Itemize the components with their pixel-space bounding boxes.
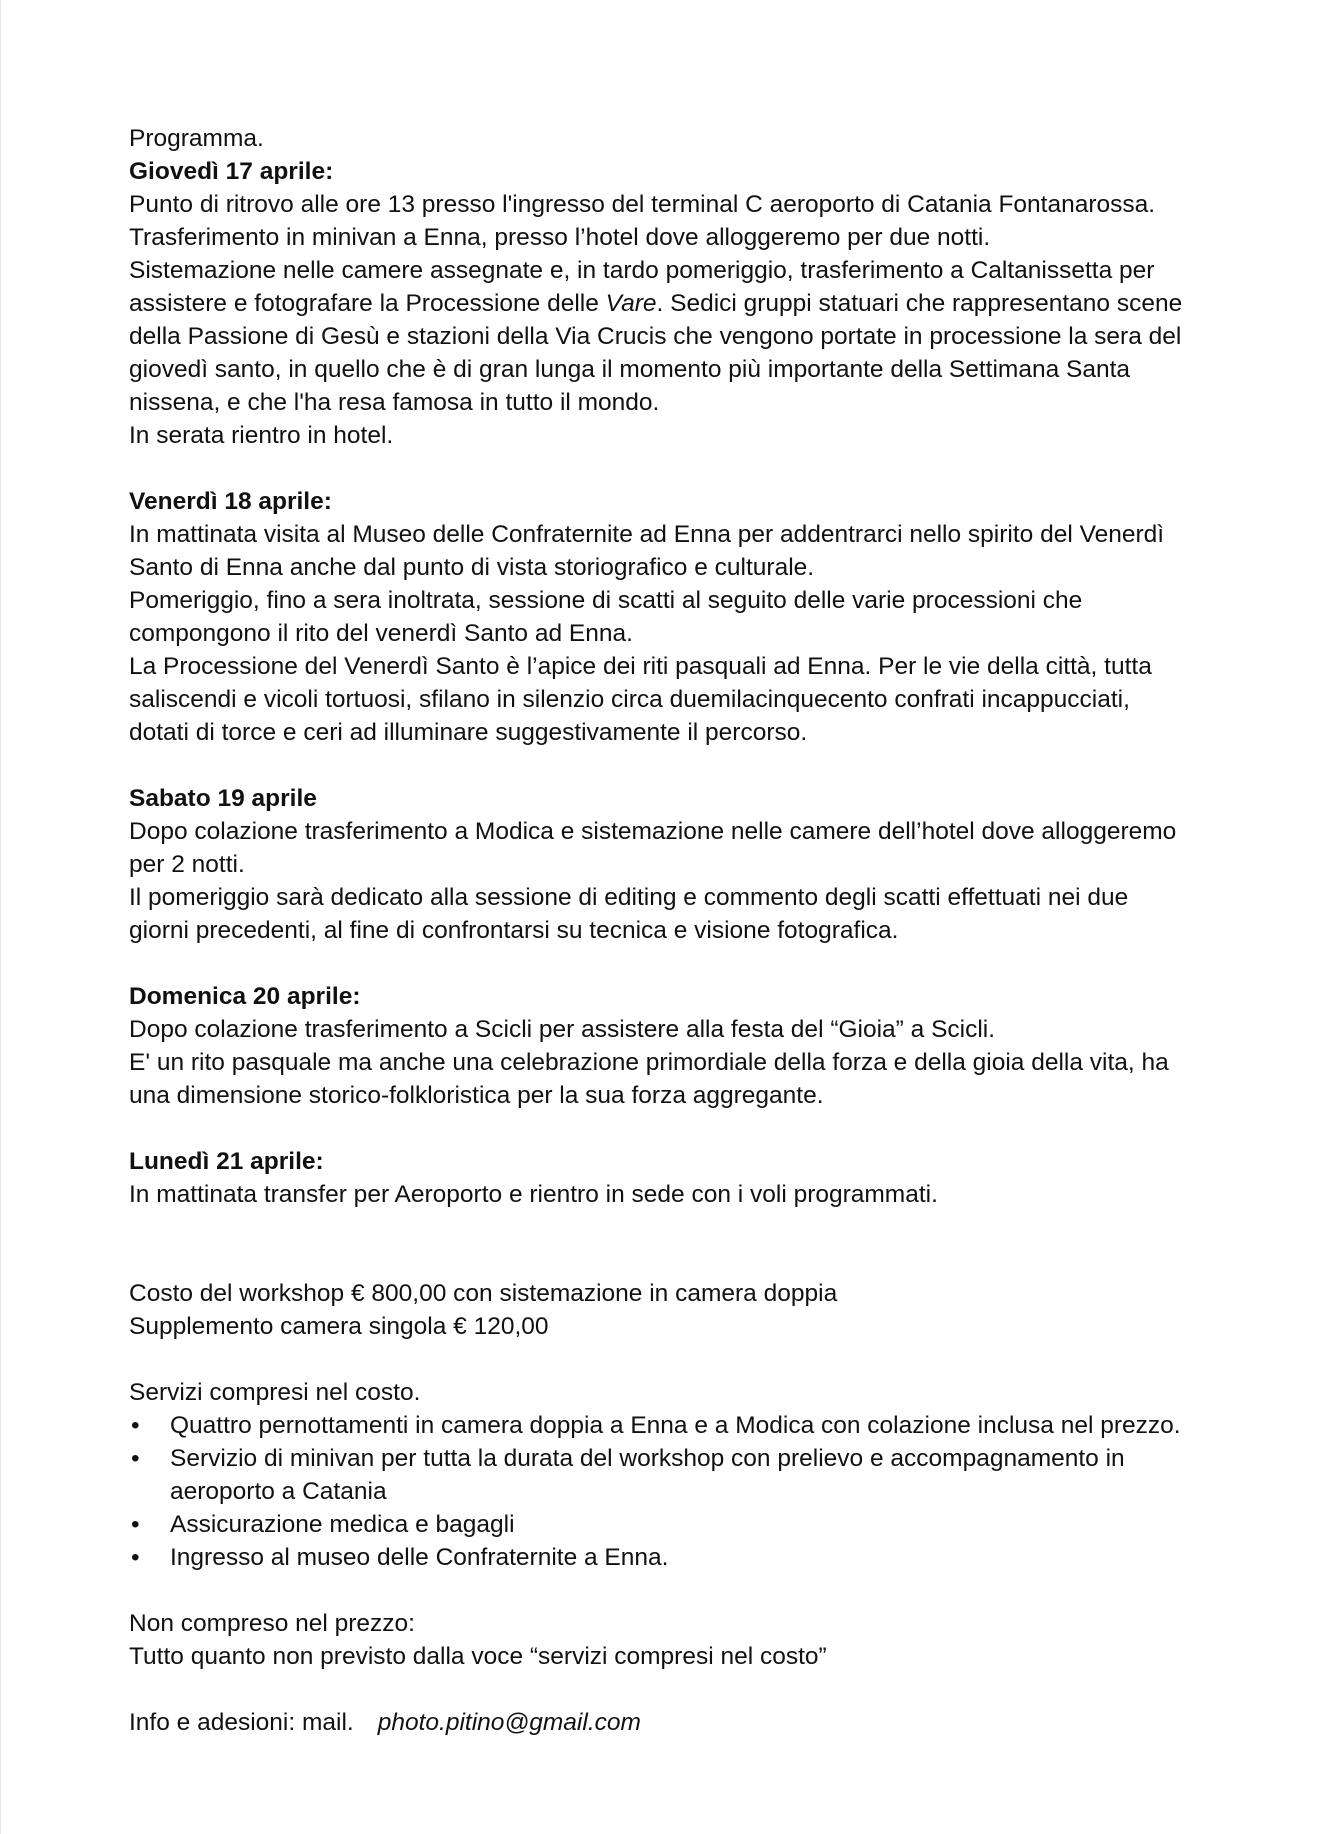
not-included-text: Tutto quanto non previsto dalla voce “servizi compresi nel costo” [129,1643,827,1670]
paragraph-line: una dimensione storico-folkloristica per la sua forza aggregante. [129,1082,824,1109]
paragraph-text: . Sedici gruppi statuari che rappresentano scene [656,290,1183,317]
services-heading: Servizi compresi nel costo. [129,1379,421,1406]
list-item [129,1541,1229,1574]
paragraph-line: In serata rientro in hotel. [129,422,394,449]
list-item [129,1442,1229,1475]
paragraph-line: Pomeriggio, fino a sera inoltrata, sessione di scatti al seguito delle varie processioni che [129,587,1083,614]
paragraph-line: dotati di torce e ceri ad illuminare suggestivamente il percorso. [129,719,808,746]
paragraph-line: giovedì santo, in quello che è di gran lunga il momento più importante della Settimana Santa [129,356,1131,383]
list-item-text: Servizio di minivan per tutta la durata del workshop con prelievo e accompagnamento in [170,1445,1125,1472]
paragraph-line: giorni precedenti, al fine di confrontarsi su tecnica e visione fotografica. [129,917,899,944]
italic-term-vare: Vare [605,290,657,317]
paragraph-line: Dopo colazione trasferimento a Modica e sistemazione nelle camere dell’hotel dove alloggeremo [129,818,1177,845]
spacer [129,1343,1229,1376]
list-item-continuation [129,1475,1229,1508]
program-title: Programma. [129,125,264,152]
day-heading-friday: Venerdì 18 aprile: [129,488,332,515]
paragraph-line: Sistemazione nelle camere assegnate e, in tardo pomeriggio, trasferimento a Caltanissetta per [129,257,1155,284]
not-included-heading: Non compreso nel prezzo: [129,1610,415,1637]
bullet-icon: • [131,1445,140,1472]
list-item [129,1508,1229,1541]
paragraph-line: In mattinata transfer per Aeroporto e rientro in sede con i voli programmati. [129,1181,938,1208]
spacer [129,452,1229,485]
spacer [129,1673,1229,1706]
list-item-text: Quattro pernottamenti in camera doppia a Enna e a Modica con colazione inclusa nel prezzo. [170,1412,1181,1439]
paragraph-line: Dopo colazione trasferimento a Scicli per assistere alla festa del “Gioia” a Scicli. [129,1016,996,1043]
contact-email[interactable]: photo.pitino@gmail.com [377,1709,641,1736]
paragraph-line: Punto di ritrovo alle ore 13 presso l'ingresso del terminal C aeroporto di Catania Fontanarossa. [129,191,1156,218]
paragraph-line: Trasferimento in minivan a Enna, presso l’hotel dove alloggeremo per due notti. [129,224,991,251]
spacer [129,1211,1229,1277]
paragraph-line: per 2 notti. [129,851,245,878]
list-item [129,1409,1229,1442]
spacer [129,1112,1229,1145]
paragraph-line: Santo di Enna anche dal punto di vista storiografico e culturale. [129,554,815,581]
list-item-text: aeroporto a Catania [170,1478,387,1505]
paragraph-line: In mattinata visita al Museo delle Confraternite ad Enna per addentrarci nello spirito del Venerdì [129,521,1165,548]
spacer [129,749,1229,782]
info-line [129,1706,1229,1739]
paragraph-line: della Passione di Gesù e stazioni della Via Crucis che vengono portate in processione la sera del [129,323,1182,350]
day-heading-monday: Lunedì 21 aprile: [129,1148,324,1175]
paragraph-line: E' un rito pasquale ma anche una celebrazione primordiale della forza e della gioia della vita, ha [129,1049,1169,1076]
paragraph-line: La Processione del Venerdì Santo è l’apice dei riti pasquali ad Enna. Per le vie della città, tutta [129,653,1152,680]
day-heading-saturday: Sabato 19 aprile [129,785,317,812]
day-heading-sunday: Domenica 20 aprile: [129,983,361,1010]
paragraph-line: compongono il rito del venerdì Santo ad Enna. [129,620,633,647]
bullet-icon: • [131,1412,140,1439]
spacer [129,1574,1229,1607]
info-label: Info e adesioni: mail. [129,1709,354,1736]
bullet-icon: • [131,1511,140,1538]
paragraph-text: assistere e fotografare la Processione delle [129,290,606,317]
list-item-text: Assicurazione medica e bagagli [170,1511,515,1538]
day-heading-thursday: Giovedì 17 aprile: [129,158,334,185]
paragraph-line [129,287,1229,320]
paragraph-line: nissena, e che l'ha resa famosa in tutto il mondo. [129,389,660,416]
cost-line: Costo del workshop € 800,00 con sistemazione in camera doppia [129,1280,838,1307]
paragraph-line: Il pomeriggio sarà dedicato alla sessione di editing e commento degli scatti effettuati nei due [129,884,1129,911]
spacer [129,947,1229,980]
bullet-icon: • [131,1544,140,1571]
list-item-text: Ingresso al museo delle Confraternite a Enna. [170,1544,669,1571]
paragraph-line: saliscendi e vicoli tortuosi, sfilano in silenzio circa duemilacinquecento confrati incappucciati, [129,686,1130,713]
document-body [129,122,1229,1739]
single-room-supplement: Supplemento camera singola € 120,00 [129,1313,549,1340]
